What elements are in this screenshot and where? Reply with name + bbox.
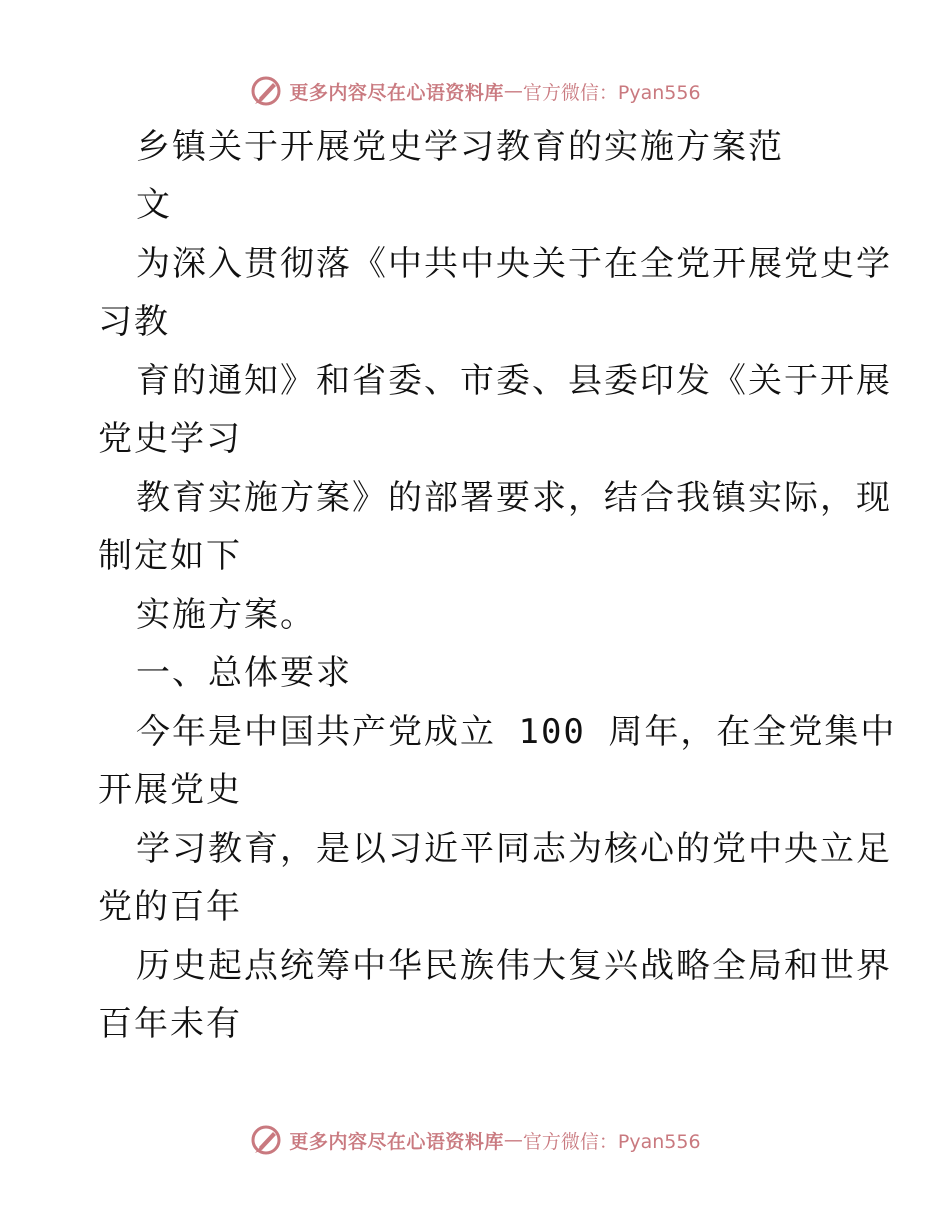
watermark-wechat-text: 官方微信：Pyan556 [522, 1130, 701, 1153]
text-line: 文 [136, 185, 172, 225]
text-line: 历史起点统筹中华民族伟大复兴战略全局和世界 [136, 946, 892, 986]
text-line: 党史学习 [98, 419, 242, 459]
text-line: 党的百年 [98, 887, 242, 927]
text-line: 开展党史 [98, 770, 242, 810]
watermark-wechat-text: 官方微信：Pyan556 [522, 81, 701, 104]
watermark-footer [0, 1120, 950, 1160]
text-line: 学习教育，是以习近平同志为核心的党中央立足 [136, 829, 892, 869]
text-line: 为深入贯彻落《中共中央关于在全党开展党史学 [136, 244, 892, 284]
text-line: 乡镇关于开展党史学习教育的实施方案范 [136, 127, 784, 167]
text-line: 制定如下 [98, 536, 242, 576]
pen-logo-icon [249, 74, 283, 108]
text-line: 育的通知》和省委、市委、县委印发《关于开展 [136, 361, 892, 401]
text-line: 习教 [98, 302, 170, 342]
pen-logo-icon [249, 1123, 283, 1157]
watermark-header [0, 71, 950, 111]
text-line: 百年未有 [98, 1004, 242, 1044]
text-line: 教育实施方案》的部署要求，结合我镇实际，现 [136, 478, 892, 518]
watermark-site-text: 更多内容尽在心语资料库 [289, 1130, 504, 1153]
watermark-dash: — [503, 80, 523, 102]
text-line: 一、总体要求 [136, 653, 352, 693]
watermark-site-text: 更多内容尽在心语资料库 [289, 81, 504, 104]
text-line: 实施方案。 [136, 595, 316, 635]
watermark-dash: — [503, 1129, 523, 1151]
text-line: 今年是中国共产党成立 100 周年，在全党集中 [136, 712, 897, 752]
